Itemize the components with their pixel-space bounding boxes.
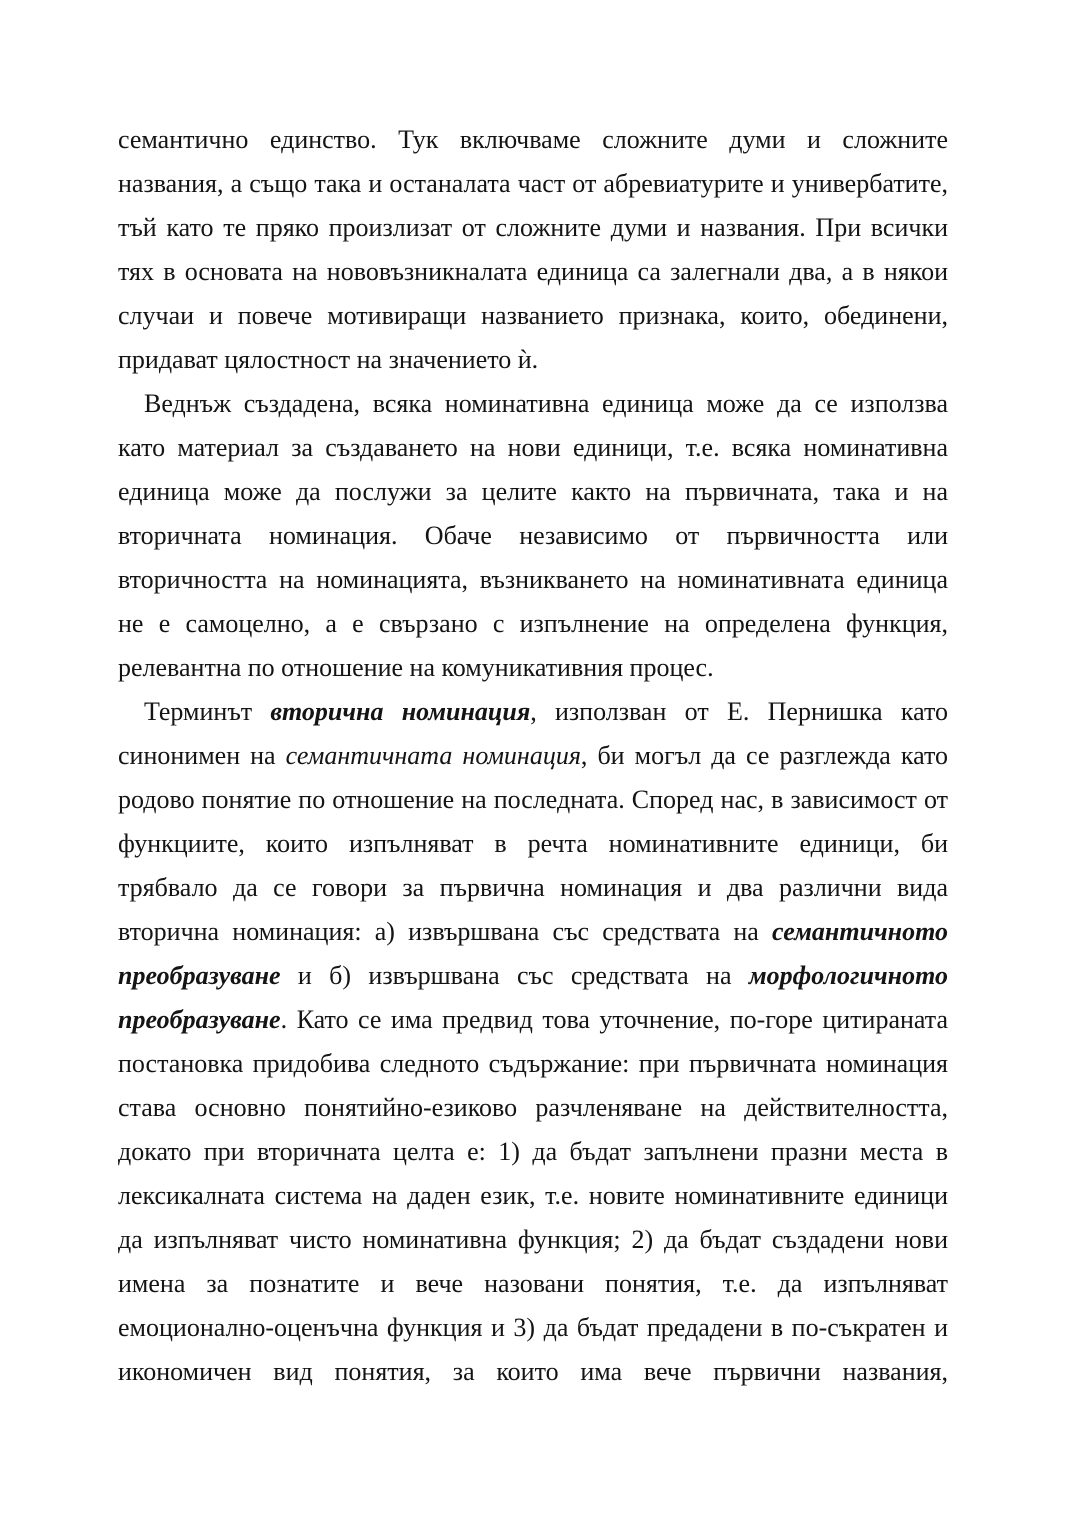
text-run: става основно понятийно-езиково разчленяване на действителността, bbox=[118, 1093, 948, 1122]
text-run-group bbox=[118, 785, 948, 814]
text-line bbox=[118, 998, 948, 1042]
text-line bbox=[118, 1042, 948, 1086]
term-bold-italic: семантичното bbox=[772, 917, 948, 946]
text-line bbox=[118, 1350, 948, 1394]
text-run: Веднъж създадена, всяка номинативна единица може да се използва bbox=[144, 389, 948, 418]
text-run-group bbox=[144, 697, 948, 726]
text-run: вторична номинация: а) извършвана със средствата на bbox=[118, 917, 773, 946]
text-run: емоционално-оценъчна функция и 3) да бъдат предадени в по-съкратен и bbox=[118, 1313, 948, 1342]
text-run-group bbox=[118, 1137, 948, 1166]
text-line bbox=[118, 1086, 948, 1130]
text-line bbox=[118, 690, 948, 734]
text-run: Терминът bbox=[144, 697, 271, 726]
text-run-group bbox=[118, 477, 948, 506]
text-line bbox=[118, 646, 948, 690]
text-line bbox=[118, 778, 948, 822]
text-line bbox=[118, 470, 948, 514]
text-run: не е самоцелно, а е свързано с изпълнение на определена функция, bbox=[118, 609, 948, 638]
text-run: докато при вторичната целта е: 1) да бъдат запълнени празни места в bbox=[118, 1137, 948, 1166]
text-run-group bbox=[118, 125, 948, 154]
term-bold-italic: морфологичното bbox=[748, 961, 948, 990]
text-run: . Като се има предвид това уточнение, по-горе цитираната bbox=[280, 1005, 948, 1034]
text-run-group bbox=[144, 389, 948, 418]
text-run: постановка придобива следното съдържание: при първичната номинация bbox=[118, 1049, 948, 1078]
text-line bbox=[118, 250, 948, 294]
text-line bbox=[118, 514, 948, 558]
text-line bbox=[118, 1218, 948, 1262]
text-run: синонимен на bbox=[118, 741, 286, 770]
paragraph bbox=[118, 690, 948, 1394]
text-line bbox=[118, 1262, 948, 1306]
text-run-group bbox=[118, 345, 538, 374]
text-line bbox=[118, 294, 948, 338]
text-run-group bbox=[118, 917, 948, 946]
text-run-group bbox=[118, 433, 948, 462]
text-line bbox=[118, 1174, 948, 1218]
text-line bbox=[118, 558, 948, 602]
text-run: вторичната номинация. Обаче независимо от първичността или bbox=[118, 521, 948, 550]
term-bold-italic: преобразуване bbox=[118, 1005, 281, 1034]
text-line bbox=[118, 602, 948, 646]
text-line bbox=[118, 910, 948, 954]
text-line bbox=[118, 734, 948, 778]
text-line bbox=[118, 426, 948, 470]
text-run-group bbox=[118, 1049, 948, 1078]
text-run-group bbox=[118, 961, 948, 990]
text-run: придават цялостност на значението ѝ. bbox=[118, 345, 539, 374]
text-line bbox=[118, 866, 948, 910]
text-run: названия, а също така и останалата част от абревиатурите и универбатите, bbox=[118, 169, 948, 198]
term-bold-italic: вторична номинация bbox=[270, 697, 531, 726]
text-run: релевантна по отношение на комуникативния процес. bbox=[118, 653, 714, 682]
paragraph bbox=[118, 382, 948, 690]
text-line bbox=[118, 206, 948, 250]
text-run: лексикалната система на даден език, т.е. новите номинативните единици bbox=[118, 1181, 948, 1210]
text-run-group bbox=[118, 873, 948, 902]
text-run-group bbox=[118, 609, 948, 638]
text-line bbox=[118, 382, 948, 426]
text-run-group bbox=[118, 829, 948, 858]
text-line bbox=[118, 1130, 948, 1174]
term-bold-italic: преобразуване bbox=[118, 961, 281, 990]
text-run-group bbox=[118, 169, 948, 198]
text-run: родово понятие по отношение на последната. Според нас, в зависимост от bbox=[118, 785, 948, 814]
text-line bbox=[118, 118, 948, 162]
text-run: случаи и повече мотивиращи названието признака, които, обединени, bbox=[118, 301, 948, 330]
text-run: икономичен вид понятия, за които има вече първични названия, bbox=[118, 1357, 948, 1386]
text-line bbox=[118, 162, 948, 206]
text-run-group bbox=[118, 521, 948, 550]
text-run: , използван от Е. Пернишка като bbox=[530, 697, 948, 726]
text-run: като материал за създаването на нови единици, т.е. всяка номинативна bbox=[118, 433, 948, 462]
text-run-group bbox=[118, 1093, 948, 1122]
text-run: , би могъл да се разглежда като bbox=[580, 741, 949, 770]
text-run-group bbox=[118, 1225, 948, 1254]
text-run: трябвало да се говори за първична номинация и два различни вида bbox=[118, 873, 948, 902]
text-run-group bbox=[118, 741, 948, 770]
text-run-group bbox=[118, 1005, 948, 1034]
text-run: функциите, които изпълняват в речта номинативните единици, би bbox=[118, 829, 948, 858]
text-run-group bbox=[118, 301, 948, 330]
text-run: имена за познатите и вече назовани понятия, т.е. да изпълняват bbox=[118, 1269, 948, 1298]
text-line bbox=[118, 822, 948, 866]
text-run-group bbox=[118, 565, 948, 594]
text-run-group bbox=[118, 213, 948, 242]
text-run-group bbox=[118, 257, 948, 286]
text-run-group bbox=[118, 653, 714, 682]
text-line bbox=[118, 954, 948, 998]
term-italic: семантичната номинация bbox=[285, 741, 581, 770]
text-run: тъй като те пряко произлизат от сложните думи и названия. При всички bbox=[118, 213, 948, 242]
text-run: да изпълняват чисто номинативна функция; 2) да бъдат създадени нови bbox=[118, 1225, 948, 1254]
text-run-group bbox=[118, 1357, 948, 1386]
text-run-group bbox=[118, 1313, 948, 1342]
text-line bbox=[118, 1306, 948, 1350]
text-run: вторичността на номинацията, възникването на номинативната единица bbox=[118, 565, 948, 594]
document-body bbox=[118, 118, 948, 1394]
text-run: и б) извършвана със средствата на bbox=[280, 961, 749, 990]
text-run: семантично единство. Тук включваме сложните думи и сложните bbox=[118, 125, 948, 154]
text-line bbox=[118, 338, 948, 382]
text-run: единица може да послужи за целите както на първичната, така и на bbox=[118, 477, 948, 506]
text-run-group bbox=[118, 1181, 948, 1210]
paragraph bbox=[118, 118, 948, 382]
text-run-group bbox=[118, 1269, 948, 1298]
text-run: тях в основата на нововъзникналата единица са залегнали два, а в някои bbox=[118, 257, 948, 286]
